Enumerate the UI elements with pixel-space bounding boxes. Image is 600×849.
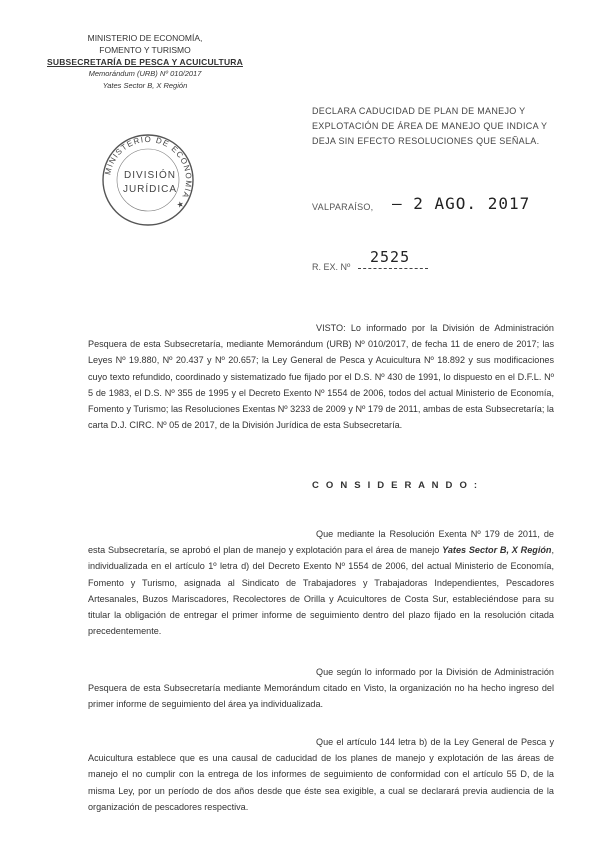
division-stamp [100,132,196,228]
city-label: VALPARAÍSO, [312,202,374,212]
visto-paragraph [88,320,554,433]
p2-text: Que según lo informado por la División de Administración Pesquera de esta Subsecretaría mediante Memorándum citado en Visto, la organización no ha hecho ingreso del primer informe de seguimiento del área ya individualizada. [88,667,554,710]
resolution-number [312,248,512,274]
stamp-ring-text: MINISTERIO DE ECONOMÍA ★ [103,134,194,212]
stamp-line-1: DIVISIÓN [124,170,176,181]
p1-area-name: Yates Sector B, X Región [442,545,552,556]
considerando-paragraph-3 [88,734,554,815]
visto-text: Lo informado por la División de Administración Pesquera de esta Subsecretaría, mediante Memorándum (URB) Nº 010/2017, de fecha 11 de enero de 2017; las Leyes Nº 19.880, Nº 20.437 y Nº 20.657; la Ley General de Pesca y Acuicultura Nº 18.892 y sus modificaciones cuyo texto refundido, coordinado y sistematizado fue fijado por el D.S. Nº 430 de 1991, lo dispuesto en el D.F.L. Nº 5 de 1983, el D.S. Nº 355 de 1995 y el Decreto Exento Nº 1554 de 2006, todos del actual Ministerio de Economía, Fomento y Turismo; las Resoluciones Exentas Nº 3233 de 2009 y Nº 179 de 2011, ambas de esta Subsecretaría; la carta D.J. CIRC. Nº 05 de 2017, de la División Jurídica de esta Subsecretaría. [88,323,554,431]
rex-underline [358,268,428,269]
date-stamp: – 2 AGO. 2017 [392,194,531,213]
sector-reference: Yates Sector B, X Región [102,81,188,90]
stamp-line-2: JURÍDICA [122,184,178,195]
ministry-name: MINISTERIO DE ECONOMÍA, [87,33,203,43]
p1-text-c: , individualizada en el artículo 1º letra d) del Decreto Exento Nº 1554 de 2006, del actual Ministerio de Economía, Fomento y Turismo, asignada al Sindicato de Trabajadores y Trabajadoras Independientes, Pescadores Artesanales, Buzos Mariscadores, Recolectores de Orilla y Acuicultores de Costa Sur, estableciéndose para su titular la obligación de entregar el primer informe de seguimiento dentro del plazo fijado en la resolución citada precedentemente. [88,545,554,637]
resolution-subject: DECLARA CADUCIDAD DE PLAN DE MANEJO Y EXPLOTACIÓN DE ÁREA DE MANEJO QUE INDICA Y DEJA SIN EFECTO RESOLUCIONES QUE SEÑALA. [312,106,548,146]
rex-number: 2525 [370,248,411,266]
considerando-paragraph-1 [88,526,554,639]
rex-label: R. EX. Nº [312,262,351,272]
considerando-paragraph-2 [88,664,554,713]
memo-reference: Memorándum (URB) Nº 010/2017 [88,69,202,78]
date-line [312,194,572,218]
ministry-name-2: FOMENTO Y TURISMO [99,45,191,55]
p1-text-a: Que mediante la Resolución Exenta Nº 179 de 2011, de esta Subsecretaría, se aprobó el plan de manejo y explotación para el área de manejo [88,529,554,556]
letterhead [40,32,250,92]
visto-label: VISTO: [316,323,346,333]
considerando-heading: C O N S I D E R A N D O : [312,480,480,491]
subsecretaria-name: SUBSECRETARÍA DE PESCA Y ACUICULTURA [47,57,243,67]
p3-text: Que el artículo 144 letra b) de la Ley General de Pesca y Acuicultura establece que es una causal de caducidad de los planes de manejo y explotación de las áreas de manejo el no cumplir con la entrega de los informes de seguimiento de conformidad con el artículo 55 D, de la misma Ley, por un período de dos años desde que éste sea exigible, a cual se declarará previa audiencia de la organización de pescadores respectiva. [88,737,554,812]
